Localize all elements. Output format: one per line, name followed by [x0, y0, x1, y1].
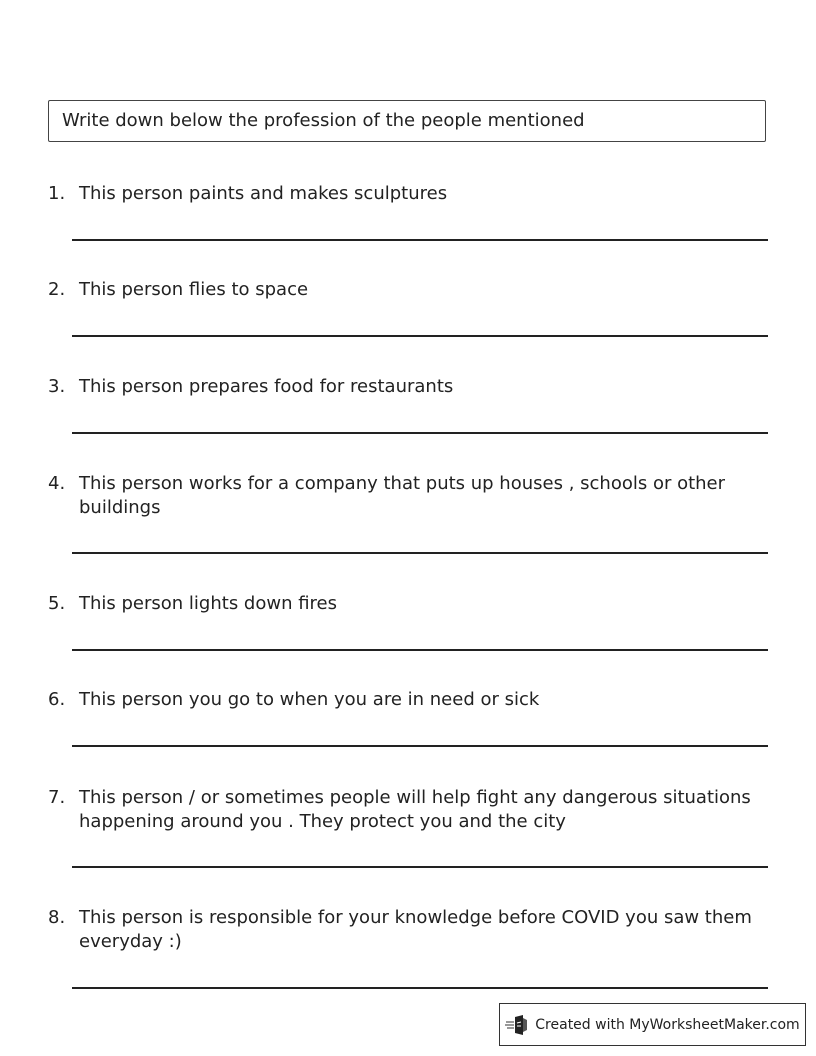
question-6 — [48, 688, 768, 712]
answer-line-7[interactable] — [72, 866, 768, 868]
answer-line-2[interactable] — [72, 335, 768, 337]
answer-line-8[interactable] — [72, 987, 768, 989]
question-number: 3. — [48, 376, 66, 397]
question-text: This person paints and makes sculptures — [79, 183, 448, 204]
question-8 — [48, 906, 768, 954]
instructions-text: Write down below the profession of the people mentioned — [62, 110, 585, 131]
question-number: 4. — [48, 473, 66, 494]
instructions-box — [48, 100, 766, 142]
question-number: 1. — [48, 183, 66, 204]
answer-line-5[interactable] — [72, 649, 768, 651]
question-text: This person you go to when you are in need or sick — [79, 689, 540, 710]
question-text: This person flies to space — [79, 279, 309, 300]
question-text: This person / or sometimes people will help fight any dangerous situations happening around you . They protect you and the city — [79, 787, 751, 832]
question-text: This person works for a company that puts up houses , schools or other buildings — [79, 473, 726, 518]
question-number: 6. — [48, 689, 66, 710]
answer-line-3[interactable] — [72, 432, 768, 434]
question-number: 7. — [48, 787, 66, 808]
question-5 — [48, 592, 768, 616]
question-text: This person is responsible for your knowledge before COVID you saw them everyday :) — [79, 907, 752, 952]
answer-line-1[interactable] — [72, 239, 768, 241]
question-4 — [48, 472, 768, 520]
credit-text: Created with MyWorksheetMaker.com — [535, 1016, 800, 1033]
answer-line-6[interactable] — [72, 745, 768, 747]
answer-line-4[interactable] — [72, 552, 768, 554]
question-2 — [48, 278, 768, 302]
question-number: 8. — [48, 907, 66, 928]
question-7 — [48, 786, 768, 834]
credit-badge[interactable] — [499, 1003, 806, 1046]
question-number: 5. — [48, 593, 66, 614]
question-text: This person prepares food for restaurants — [79, 376, 454, 397]
question-1 — [48, 182, 768, 206]
worksheet-maker-logo-icon — [505, 1014, 529, 1036]
question-3 — [48, 375, 768, 399]
question-number: 2. — [48, 279, 66, 300]
question-text: This person lights down fires — [79, 593, 338, 614]
